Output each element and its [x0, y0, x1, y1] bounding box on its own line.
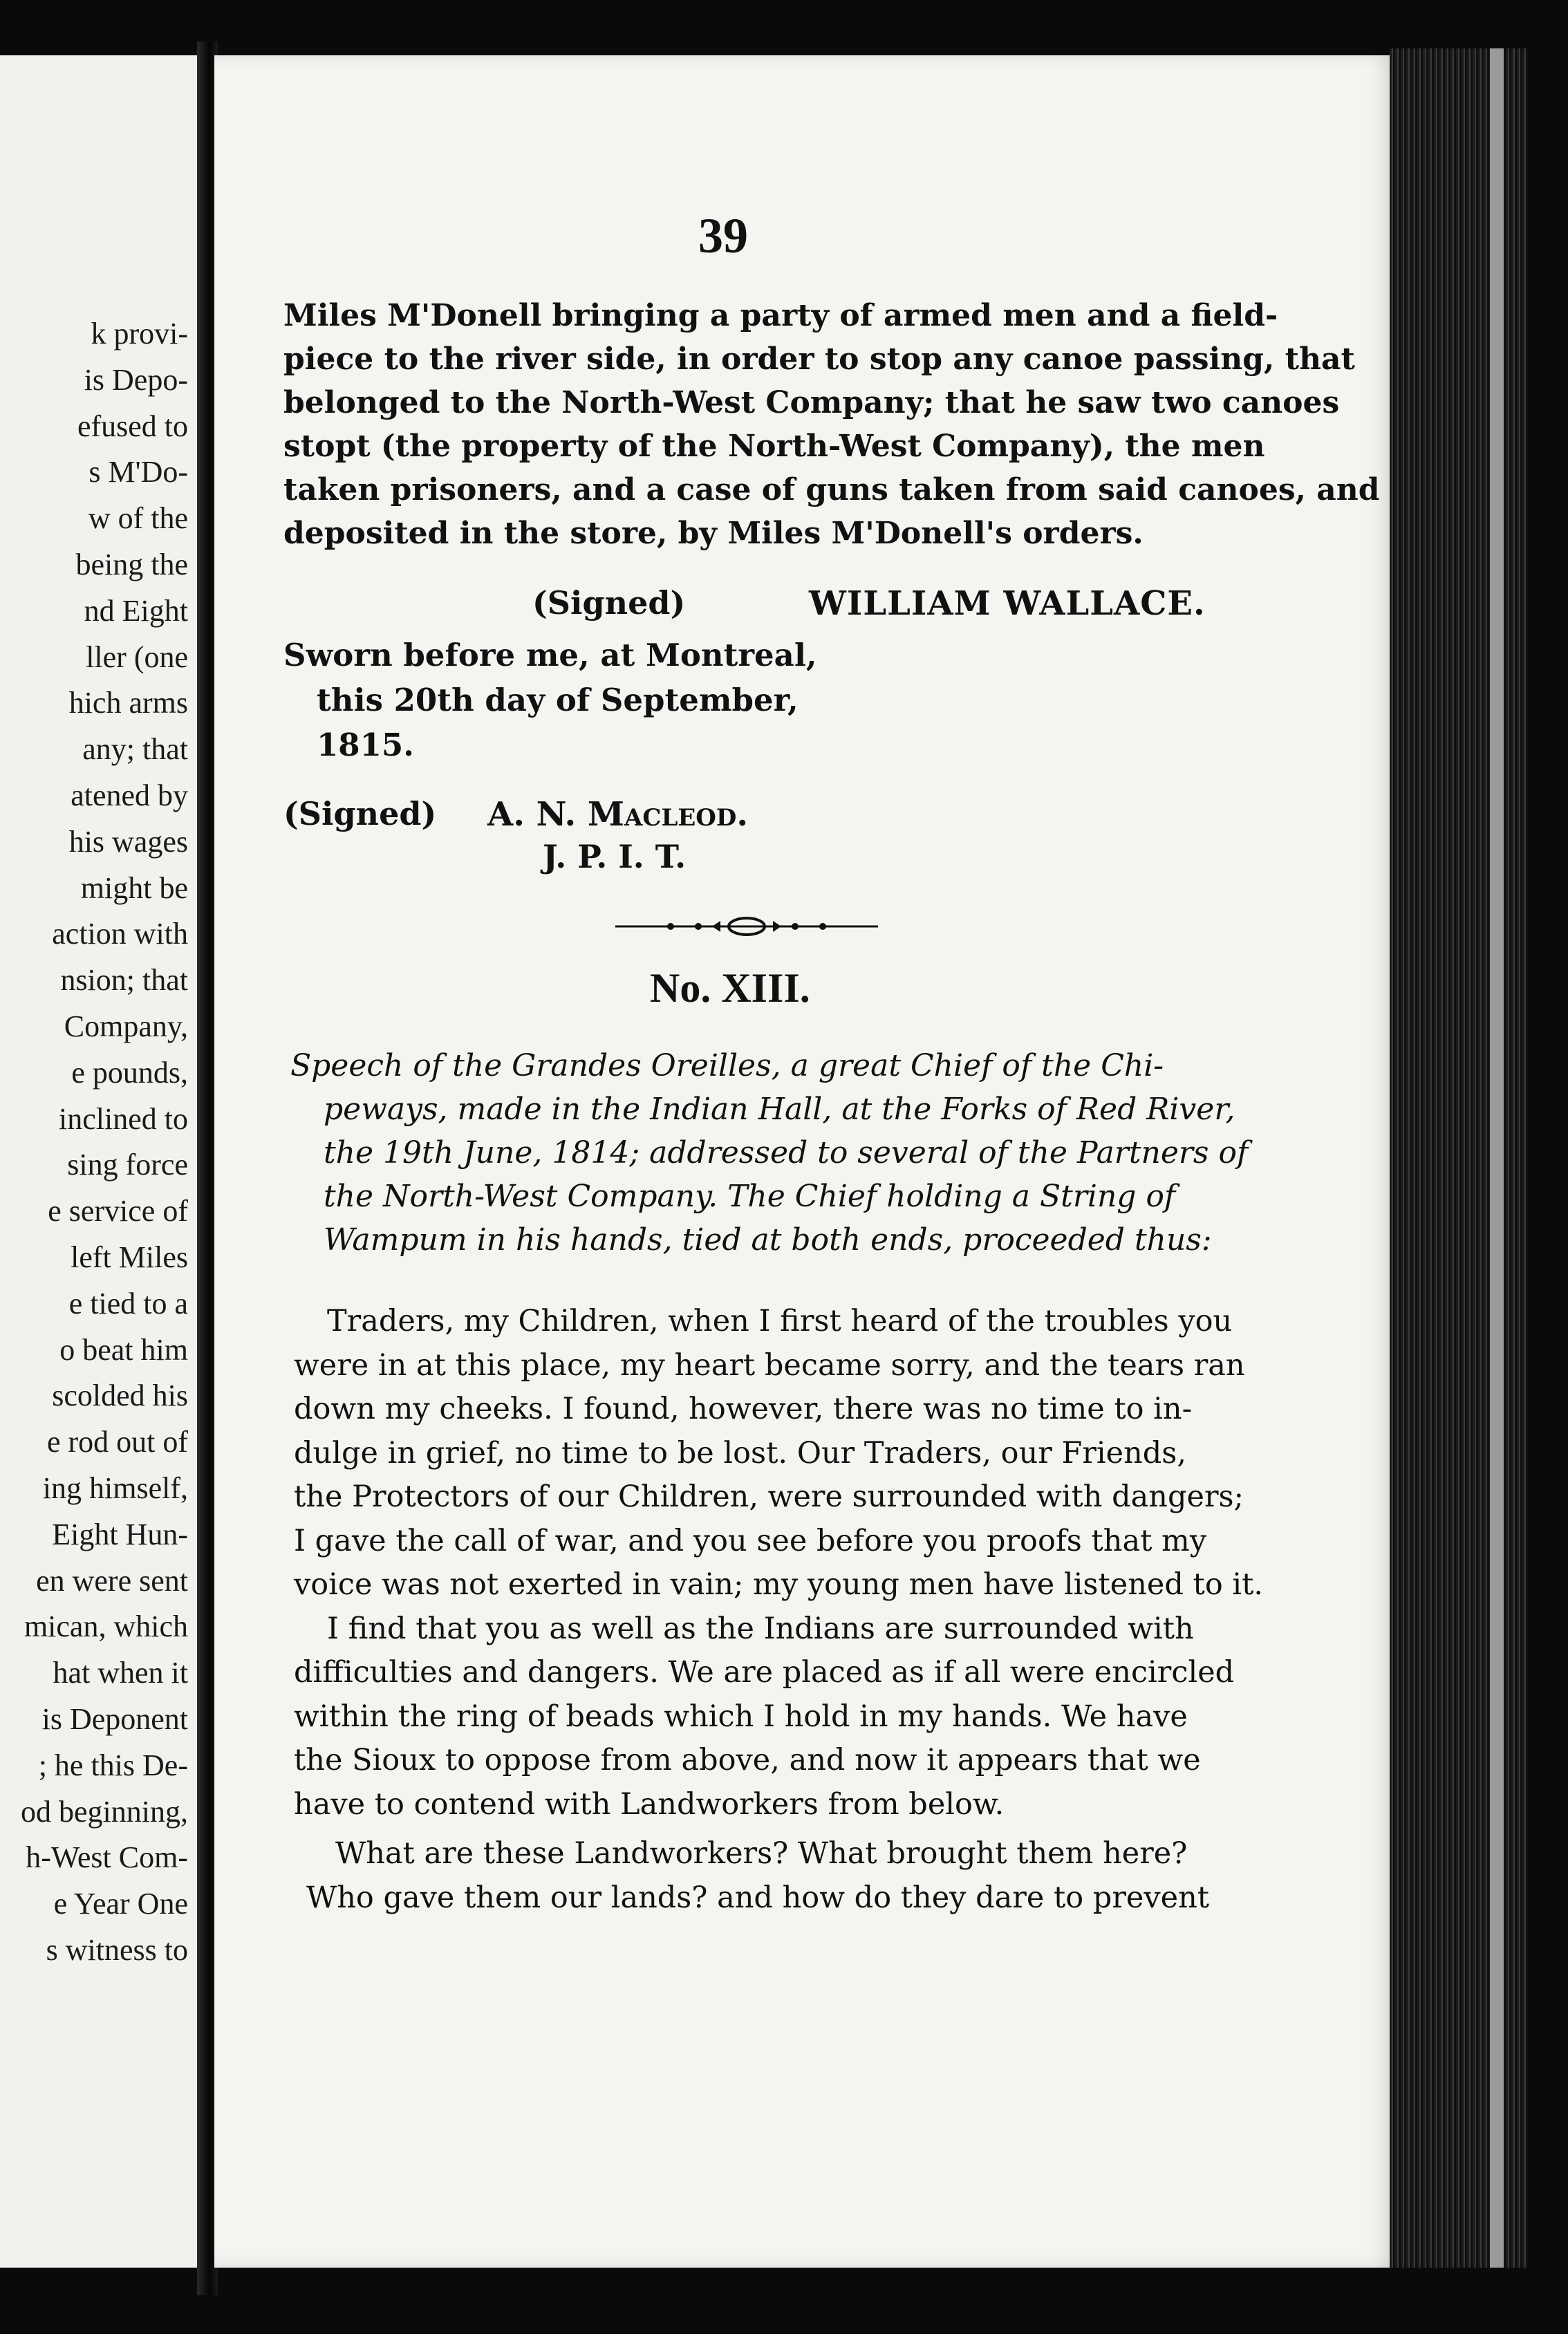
section-heading: No. XIII.: [650, 965, 810, 1011]
text-line: peways, made in the Indian Hall, at the Forks of Red River,: [324, 1092, 1235, 1127]
left-page-line: s M'Do-: [88, 455, 188, 489]
text-line: Sworn before me, at Montreal,: [283, 637, 817, 673]
left-page-line: efused to: [77, 409, 188, 443]
left-page-line: e Year One: [53, 1887, 188, 1921]
speech-paragraph-2: [294, 1832, 1209, 1920]
text-line: belonged to the North-West Company; that he saw two canoes: [283, 385, 1340, 420]
text-line: Miles M'Donell bringing a party of armed men and a field-: [283, 298, 1278, 333]
text-line: dulge in grief, no time to be lost. Our Traders, our Friends,: [294, 1435, 1187, 1471]
left-page-line: inclined to: [59, 1101, 188, 1136]
speech-paragraph-1: [294, 1300, 1263, 1827]
left-page-line: mican, which: [24, 1609, 188, 1644]
text-line: stopt (the property of the North-West Company), the men: [283, 429, 1265, 464]
text-line: I find that you as well as the Indians are surrounded with: [327, 1611, 1194, 1646]
text-line: Speech of the Grandes Oreilles, a great Chief of the Chi-: [290, 1048, 1164, 1083]
speech-introduction: [290, 1044, 1248, 1262]
left-page-line: e service of: [48, 1194, 188, 1229]
left-page-line: hich arms: [68, 686, 188, 720]
text-line: have to contend with Landworkers from below.: [294, 1786, 1005, 1822]
left-page-line: o beat him: [59, 1332, 188, 1367]
left-page-line: his wages: [68, 824, 188, 859]
opening-paragraph: [283, 294, 1380, 555]
left-page-line: ; he this De-: [38, 1748, 188, 1782]
left-page-line: is Deponent: [41, 1701, 188, 1736]
left-page-line: e pounds,: [71, 1055, 188, 1090]
text-line: voice was not exerted in vain; my young men have listened to it.: [294, 1567, 1264, 1602]
text-line: Traders, my Children, when I first heard of the troubles you: [327, 1304, 1233, 1338]
text-line: the North-West Company. The Chief holding a String of: [324, 1179, 1176, 1214]
left-page-line: any; that: [82, 732, 188, 767]
left-page-line: scolded his: [52, 1379, 188, 1413]
page-edge-highlight: [1490, 48, 1504, 2268]
left-page-line: e tied to a: [68, 1286, 188, 1320]
left-page-line: od beginning,: [21, 1794, 188, 1829]
left-page-line: Company,: [64, 1009, 188, 1043]
left-page-line: left Miles: [71, 1240, 188, 1274]
text-line: were in at this place, my heart became sorry, and the tears ran: [294, 1347, 1245, 1383]
left-page-line: nd Eight: [84, 593, 188, 628]
text-line: Wampum in his hands, tied at both ends, proceeded thus:: [324, 1222, 1212, 1258]
left-page-line: k provi-: [91, 317, 188, 351]
page-number: 39: [698, 208, 748, 263]
text-line: Who gave them our lands? and how do they dare to prevent: [306, 1880, 1210, 1915]
left-page-line: atened by: [71, 778, 188, 812]
text-line: this 20th day of September,: [317, 682, 799, 718]
left-page-line: might be: [80, 870, 188, 905]
text-line: piece to the river side, in order to stop any canoe passing, that: [283, 342, 1355, 377]
justice-name: A. N. Macleod.: [487, 795, 749, 834]
left-page-line: ing himself,: [42, 1471, 188, 1505]
text-line: deposited in the store, by Miles M'Donell's orders.: [283, 516, 1144, 551]
justice-title: J. P. I. T.: [543, 838, 687, 875]
left-page-line: is Depo-: [84, 362, 188, 397]
left-page-line: nsion; that: [60, 963, 188, 998]
signed-label: (Signed): [532, 584, 686, 622]
ornament-divider-icon: [615, 914, 878, 939]
page-edges: [1390, 48, 1528, 2268]
left-page-line: Eight Hun-: [52, 1517, 188, 1551]
left-page-line: ller (one: [86, 639, 188, 674]
left-page-line: hat when it: [53, 1656, 188, 1690]
left-page-line: en were sent: [36, 1563, 188, 1598]
text-line: difficulties and dangers. We are placed as if all were encircled: [294, 1655, 1235, 1690]
text-line: the Protectors of our Children, were surrounded with dangers;: [294, 1479, 1244, 1514]
left-page-line: being the: [75, 547, 188, 581]
signed-label-2: (Signed): [283, 795, 437, 832]
left-page-line: w of the: [88, 501, 188, 536]
left-page-line: e rod out of: [46, 1425, 188, 1459]
left-page-line: s witness to: [46, 1932, 188, 1967]
text-line: What are these Landworkers? What brought them here?: [335, 1836, 1188, 1871]
left-page-line: h-West Com-: [26, 1840, 188, 1875]
left-page-line: action with: [52, 917, 188, 951]
text-line: within the ring of beads which I hold in my hands. We have: [294, 1699, 1188, 1734]
left-page-line: sing force: [67, 1148, 188, 1182]
signatory-name: WILLIAM WALLACE.: [809, 584, 1206, 623]
text-line: down my cheeks. I found, however, there was no time to in-: [294, 1392, 1193, 1426]
text-line: the Sioux to oppose from above, and now it appears that we: [294, 1743, 1201, 1777]
sworn-statement: [283, 633, 817, 767]
text-line: I gave the call of war, and you see before you proofs that my: [294, 1523, 1207, 1558]
text-line: the 19th June, 1814; addressed to several of the Partners of: [324, 1135, 1249, 1170]
left-page-text: [0, 311, 188, 1974]
text-line: taken prisoners, and a case of guns taken from said canoes, and: [283, 472, 1380, 507]
text-line: 1815.: [317, 727, 414, 763]
